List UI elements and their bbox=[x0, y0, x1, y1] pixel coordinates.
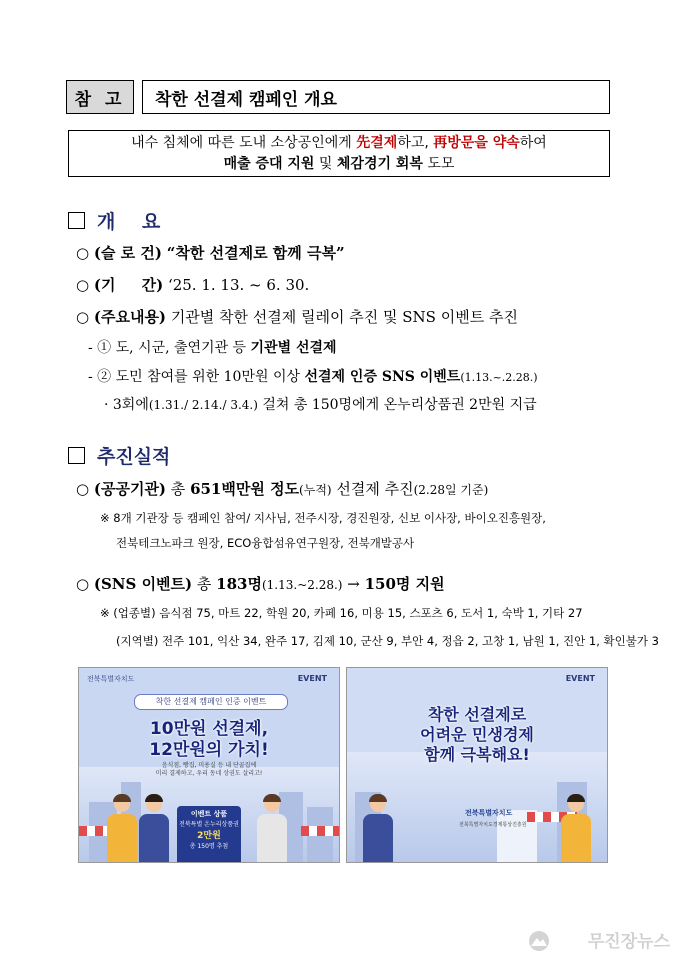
arrow-right-icon: → bbox=[342, 575, 365, 593]
circle-bullet-icon: ○ bbox=[76, 244, 90, 262]
circle-bullet-icon: ○ bbox=[76, 480, 90, 498]
poster-logo-sub: 전북특별자치도경제통상진흥원 bbox=[459, 822, 527, 828]
person-illustration bbox=[107, 794, 137, 862]
circle-bullet-icon: ○ bbox=[76, 276, 90, 294]
person-illustration bbox=[363, 794, 393, 862]
poster-event-label: EVENT bbox=[297, 674, 327, 683]
page-title: 착한 선결제 캠페인 개요 bbox=[142, 80, 610, 114]
event-poster-2 bbox=[346, 667, 608, 863]
summary-line-1: 내수 침체에 따른 도내 소상공인에게 先결제하고, 再방문을 약속하여 bbox=[131, 135, 547, 151]
sns-event-line: ○ (SNS 이벤트) 총 183명(1.13.~2.28.) → 150명 지원 bbox=[76, 575, 445, 593]
summary-line-2: 매출 증대 지원 및 체감경기 회복 도모 bbox=[223, 156, 455, 172]
public-note-2: 전북테크노파크 원장, ECO융합섬유연구원장, 전북개발공사 bbox=[116, 536, 415, 550]
person-illustration bbox=[561, 794, 591, 862]
highlight-revisit: 再방문을 약속 bbox=[433, 135, 520, 151]
poster-headline-2: 12만원의 가치! bbox=[149, 740, 269, 760]
checkbox-square-icon bbox=[68, 447, 85, 464]
highlight-prepay: 先결제 bbox=[356, 135, 398, 151]
public-note-1: ※ 8개 기관장 등 캠페인 참여/ 지사님, 전주시장, 경진원장, 신보 이사장, 바이오진흥원장, bbox=[100, 511, 546, 525]
poster-campaign-pill: 착한 선결제 캠페인 인증 이벤트 bbox=[134, 694, 288, 710]
poster-logo: 전북특별자치도 bbox=[465, 809, 513, 817]
reference-tag: 참 고 bbox=[66, 80, 134, 114]
section-heading-results: 추진실적 bbox=[68, 442, 170, 469]
poster-desc-1: 음식점, 빵집, 미용실 등 내 단골집에 bbox=[161, 762, 257, 769]
poster-headline-2: 어려운 민생경제 bbox=[420, 725, 534, 744]
content-item-1: - ① 도, 시군, 출연기관 등 기관별 선결제 bbox=[88, 340, 337, 356]
poster-headline-1: 10만원 선결제, bbox=[149, 719, 269, 739]
poster-event-label: EVENT bbox=[565, 674, 595, 683]
mountain-logo-icon bbox=[528, 930, 550, 952]
poster-headline-3: 함께 극복해요! bbox=[424, 745, 530, 764]
event-poster-1 bbox=[78, 667, 340, 863]
slogan-line: ○ (슬 로 건) “착한 선결제로 함께 극복” bbox=[76, 244, 345, 262]
sns-note-industry: ※ (업종별) 음식점 75, 마트 22, 학원 20, 카페 16, 미용 15, 스포츠 6, 도서 1, 숙박 1, 기타 27 bbox=[100, 606, 583, 620]
circle-bullet-icon: ○ bbox=[76, 575, 90, 593]
poster-org-label: 전북특별자치도 bbox=[87, 675, 135, 683]
poster-desc-2: 미리 결제하고, 우리 동네 상권도 살리고! bbox=[155, 770, 263, 777]
checkbox-square-icon bbox=[68, 212, 85, 229]
poster-prize-sign: 이벤트 상품 전북특별 온누리상품권 2만원 총 150명 추첨 bbox=[177, 806, 241, 863]
poster-headline-1: 착한 선결제로 bbox=[427, 705, 527, 724]
content-item-2-detail: · 3회에(1.31./ 2.14./ 3.4.) 걸쳐 총 150명에게 온누리상품권 2만원 지급 bbox=[104, 397, 537, 413]
content-item-2: - ② 도민 참여를 위한 10만원 이상 선결제 인증 SNS 이벤트(1.13.~.2.28.) bbox=[88, 369, 538, 385]
section-heading-overview: 개 요 bbox=[68, 207, 160, 234]
person-illustration bbox=[257, 794, 287, 862]
public-institutions-line: ○ (공공기관) 총 651백만원 정도(누적) 선결제 추진(2.28일 기준) bbox=[76, 480, 489, 498]
summary-box bbox=[68, 130, 610, 177]
content-line: ○ (주요내용) 기관별 착한 선결제 릴레이 추진 및 SNS 이벤트 추진 bbox=[76, 308, 518, 326]
sns-note-region: (지역별) 전주 101, 익산 34, 완주 17, 김제 10, 군산 9, 부안 4, 정읍 2, 고창 1, 남원 1, 진안 1, 확인불가 3 bbox=[116, 634, 659, 648]
watermark: 무진장뉴스 bbox=[587, 932, 670, 952]
person-illustration bbox=[139, 794, 169, 862]
period-line: ○ (기 간) ‘25. 1. 13. ~ 6. 30. bbox=[76, 276, 310, 294]
circle-bullet-icon: ○ bbox=[76, 308, 90, 326]
shop-awning bbox=[301, 826, 340, 836]
